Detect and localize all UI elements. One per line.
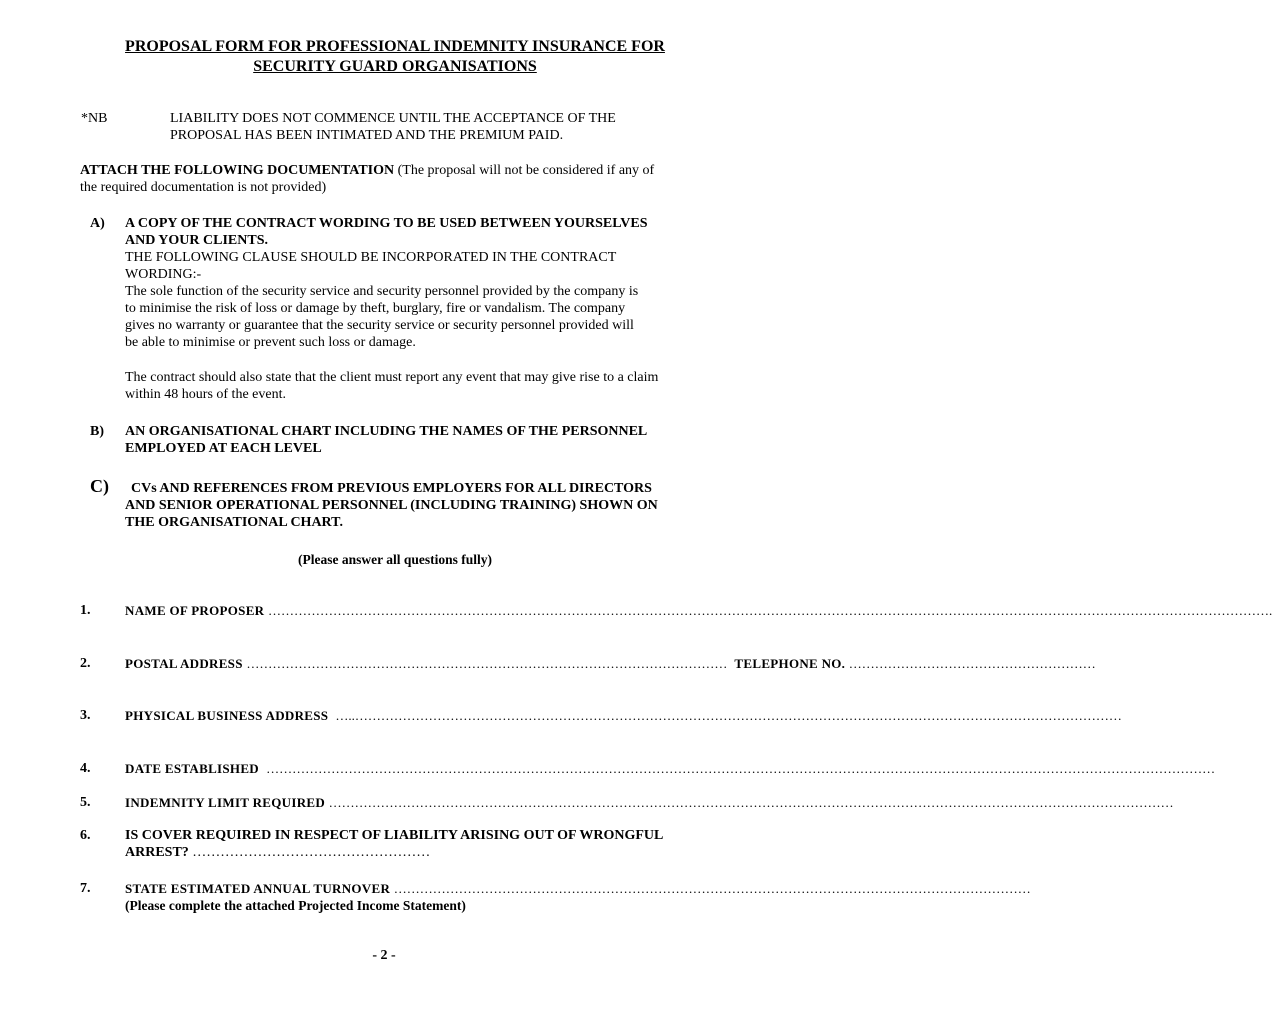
nb-line-1: LIABILITY DOES NOT COMMENCE UNTIL THE ACCEPTANCE OF THE: [170, 111, 616, 126]
answer-note: (Please answer all questions fully): [297, 552, 492, 567]
item-a-clause-line-2: WORDING:-: [125, 267, 202, 282]
item-c-line-2: AND SENIOR OPERATIONAL PERSONNEL (INCLUDING TRAINING) SHOWN ON: [125, 498, 658, 513]
question-6-number: 6.: [80, 828, 91, 843]
item-a-bold-line-1: A COPY OF THE CONTRACT WORDING TO BE USED BETWEEN YOURSELVES: [125, 216, 648, 231]
item-b-letter: B): [90, 424, 104, 439]
nb-line-2: PROPOSAL HAS BEEN INTIMATED AND THE PREMIUM PAID.: [170, 128, 564, 143]
nb-label: *NB: [81, 111, 108, 126]
title-line-1: PROPOSAL FORM FOR PROFESSIONAL INDEMNITY INSURANCE FOR: [125, 38, 665, 55]
item-c-letter: C): [90, 476, 109, 496]
title-line-2: SECURITY GUARD ORGANISATIONS: [253, 58, 537, 75]
question-4-number: 4.: [80, 761, 91, 776]
question-7-note: (Please complete the attached Projected Income Statement): [125, 898, 466, 913]
question-7: [125, 880, 1031, 897]
question-4: [125, 760, 1216, 777]
item-c-line-3: THE ORGANISATIONAL CHART.: [125, 515, 343, 530]
question-3: [125, 707, 1122, 724]
attach-heading: ATTACH THE FOLLOWING DOCUMENTATION: [80, 163, 395, 178]
item-a-paragraph-line-1: The sole function of the security service and security personnel provided by the company is: [125, 284, 639, 299]
page-title: [60, 37, 730, 77]
question-4-label: DATE ESTABLISHED: [125, 761, 259, 776]
item-a-clause-line-1: THE FOLLOWING CLAUSE SHOULD BE INCORPORATED IN THE CONTRACT: [125, 250, 617, 265]
question-6: [125, 827, 715, 861]
attach-instructions: [80, 162, 720, 196]
question-1-label: NAME OF PROPOSER: [125, 603, 265, 618]
page-number: - 2 -: [372, 948, 396, 963]
question-2: [125, 655, 1096, 672]
item-c-line-1: CVs AND REFERENCES FROM PREVIOUS EMPLOYERS FOR ALL DIRECTORS: [131, 481, 652, 496]
item-a-paragraph-line-4: be able to minimise or prevent such loss or damage.: [125, 335, 416, 350]
item-b-line-1: AN ORGANISATIONAL CHART INCLUDING THE NAMES OF THE PERSONNEL: [125, 424, 648, 439]
question-3-label: PHYSICAL BUSINESS ADDRESS: [125, 708, 329, 723]
question-1: [125, 602, 1272, 619]
annual-turnover-field[interactable]: …………………………………………………………………………………………………………………………………: [393, 881, 1031, 896]
attach-line-2: the required documentation is not provided): [80, 180, 327, 195]
item-a-body: [125, 215, 715, 403]
question-7-number: 7.: [80, 881, 91, 896]
item-a-paragraph-line-3: gives no warranty or guarantee that the security service or security personnel provided will: [125, 318, 634, 333]
question-1-number: 1.: [80, 603, 91, 618]
nb-notice: [170, 110, 690, 144]
item-b-line-2: EMPLOYED AT EACH LEVEL: [125, 441, 322, 456]
item-a-letter: A): [90, 216, 105, 231]
physical-address-field[interactable]: …..……………………………………………………………………………………………………………………………………………………………: [335, 708, 1122, 723]
question-5-number: 5.: [80, 795, 91, 810]
item-b-body: [125, 423, 715, 457]
wrongful-arrest-field[interactable]: ……………………………………………: [192, 845, 431, 860]
question-6-line-1: IS COVER REQUIRED IN RESPECT OF LIABILITY ARISING OUT OF WRONGFUL: [125, 828, 664, 843]
question-2-number: 2.: [80, 656, 91, 671]
item-a-report-line-1: The contract should also state that the client must report any event that may give rise to a claim: [125, 370, 659, 385]
question-6-line-2: ARREST?: [125, 845, 189, 860]
indemnity-limit-field[interactable]: ……………………………………………………………………………………………………………………………………………………………………………: [328, 795, 1174, 810]
question-5: [125, 794, 1174, 811]
telephone-field[interactable]: …………………………………………………: [848, 656, 1096, 671]
item-c-body: [125, 480, 715, 531]
question-3-number: 3.: [80, 708, 91, 723]
item-a-bold-line-2: AND YOUR CLIENTS.: [125, 233, 269, 248]
postal-address-field[interactable]: …………………………………………………………………………………………………: [246, 656, 728, 671]
question-7-label: STATE ESTIMATED ANNUAL TURNOVER: [125, 881, 391, 896]
item-a-paragraph-line-2: to minimise the risk of loss or damage by theft, burglary, fire or vandalism. The company: [125, 301, 626, 316]
date-established-field[interactable]: …………………………………………………………………………………………………………………………………………………………………………………………………: [266, 761, 1216, 776]
telephone-label: TELEPHONE NO.: [734, 656, 846, 671]
item-a-report-line-2: within 48 hours of the event.: [125, 387, 286, 402]
question-2-label: POSTAL ADDRESS: [125, 656, 243, 671]
question-5-label: INDEMNITY LIMIT REQUIRED: [125, 795, 326, 810]
attach-line-1-rest: (The proposal will not be considered if any of: [397, 163, 655, 178]
proposer-name-field[interactable]: …………………………………………………………………………………………………………………………………………………………………………………………………………….: [267, 603, 1272, 618]
